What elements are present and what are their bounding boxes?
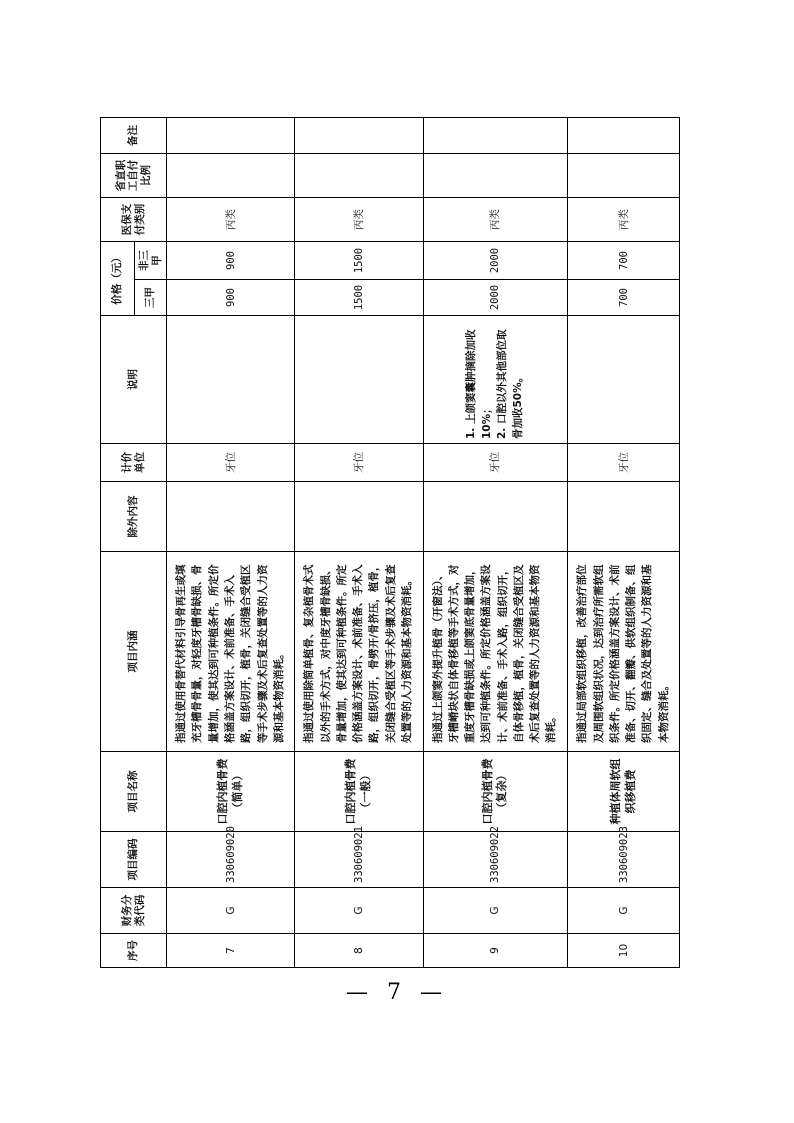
cell-price-tier-b: 700 xyxy=(568,242,680,280)
cell-exclusions xyxy=(167,482,295,552)
cell-item-name: 口腔内植骨费（简单） xyxy=(167,752,295,832)
header-finance-code: 财务分类代码 xyxy=(101,888,167,934)
cell-price-tier-b: 900 xyxy=(167,242,295,280)
cell-item-name: 种植体周软组织移植费 xyxy=(568,752,680,832)
cell-insurance-class: 丙类 xyxy=(295,198,423,242)
cell-item-code: 330609022 xyxy=(423,832,568,888)
cell-unit: 牙位 xyxy=(295,444,423,482)
cell-staff-ratio xyxy=(295,154,423,198)
description-note-line: 1. 上颌窦囊肿摘除加收10%； xyxy=(464,329,493,439)
cell-remarks xyxy=(167,118,295,154)
cell-description xyxy=(167,316,295,444)
table-row xyxy=(568,118,680,968)
cell-item-content: 指通过使用除简单植骨、复杂植骨术式以外的手术方式，对中度牙槽骨缺损、骨量增加，使其达到可种植条件。所定价格涵盖方案设计、术前准备、手术入路，组织切开，骨劈开/骨挤压，植骨，关闭缝合受植区等手术步骤及术后复查处置等的人力资源和基本物资消耗。 xyxy=(295,552,423,752)
price-table-container xyxy=(100,118,680,968)
cell-insurance-class: 丙类 xyxy=(167,198,295,242)
cell-finance-code: G xyxy=(167,888,295,934)
cell-seq: 8 xyxy=(295,934,423,968)
cell-price-tier-a: 1500 xyxy=(295,280,423,316)
header-insurance-class: 医保支付类别 xyxy=(101,198,167,242)
table-row xyxy=(423,118,568,968)
cell-seq: 9 xyxy=(423,934,568,968)
header-unit: 计价单位 xyxy=(101,444,167,482)
cell-staff-ratio xyxy=(568,154,680,198)
cell-price-tier-b: 2000 xyxy=(423,242,568,280)
cell-seq: 7 xyxy=(167,934,295,968)
cell-item-name: 口腔内植骨费（一般） xyxy=(295,752,423,832)
header-item-name: 项目名称 xyxy=(101,752,167,832)
cell-description xyxy=(568,316,680,444)
header-remarks: 备注 xyxy=(101,118,167,154)
cell-item-code: 330609021 xyxy=(295,832,423,888)
cell-unit: 牙位 xyxy=(423,444,568,482)
header-description: 说明 xyxy=(101,316,167,444)
cell-item-content: 指通过上颌窦外提升植骨（开窗法）、牙槽嵴块状自体骨移植等手术方式，对重度牙槽骨缺损或上颌窦底骨量增加，达到可种植条件。所定价格涵盖方案设计、术前准备、手术入路，组织切开，自体骨移植，植骨，关闭缝合受植区及术后复查处置等的人力资源和基本物资消耗。 xyxy=(423,552,568,752)
cell-description xyxy=(423,316,568,444)
cell-remarks xyxy=(423,118,568,154)
rotated-table-wrapper xyxy=(100,118,680,968)
header-seq: 序号 xyxy=(101,934,167,968)
header-staff-ratio: 省直职工自付比例 xyxy=(101,154,167,198)
cell-seq: 10 xyxy=(568,934,680,968)
cell-finance-code: G xyxy=(568,888,680,934)
cell-price-tier-a: 900 xyxy=(167,280,295,316)
cell-unit: 牙位 xyxy=(568,444,680,482)
cell-exclusions xyxy=(423,482,568,552)
cell-exclusions xyxy=(568,482,680,552)
cell-description xyxy=(295,316,423,444)
cell-exclusions xyxy=(295,482,423,552)
description-note-line: 2. 口腔以外其他部位取骨加收50%。 xyxy=(496,329,525,439)
cell-price-tier-a: 2000 xyxy=(423,280,568,316)
medical-service-price-table xyxy=(100,117,680,968)
cell-item-code: 330609020 xyxy=(167,832,295,888)
cell-finance-code: G xyxy=(295,888,423,934)
page-number: — 7 — xyxy=(346,980,448,1005)
header-item-content: 项目内涵 xyxy=(101,552,167,752)
header-exclusions: 除外内容 xyxy=(101,482,167,552)
cell-item-code: 330609023 xyxy=(568,832,680,888)
cell-remarks xyxy=(568,118,680,154)
header-price-tier-a: 三甲 xyxy=(135,280,167,316)
header-row xyxy=(101,118,135,968)
cell-remarks xyxy=(295,118,423,154)
cell-finance-code: G xyxy=(423,888,568,934)
header-price-tier-b: 非三甲 xyxy=(135,242,167,280)
cell-item-content: 指通过局部软组织移植，改善治疗部位及周围软组织状况，达到治疗所需软组织条件。所定价格涵盖方案设计、术前准备、切开、翻瓣、供软组织制备、组织固定、缝合及处置等的人力资源和基本物资消耗。 xyxy=(568,552,680,752)
header-price-group: 价格（元） xyxy=(101,242,135,316)
cell-insurance-class: 丙类 xyxy=(423,198,568,242)
cell-item-content: 指通过使用骨替代材料引导骨再生或填充牙槽骨骨量，对轻度牙槽骨缺损、骨量增加，使其达到可种植条件。所定价格涵盖方案设计、术前准备、手术入路，组织切开，植骨，关闭缝合受植区等手术步骤及术后复查处置等的人力资源和基本物资消耗。 xyxy=(167,552,295,752)
cell-insurance-class: 丙类 xyxy=(568,198,680,242)
cell-item-name: 口腔内植骨费（复杂） xyxy=(423,752,568,832)
cell-staff-ratio xyxy=(423,154,568,198)
table-row xyxy=(167,118,295,968)
header-item-code: 项目编码 xyxy=(101,832,167,888)
table-row xyxy=(295,118,423,968)
cell-staff-ratio xyxy=(167,154,295,198)
cell-price-tier-a: 700 xyxy=(568,280,680,316)
cell-unit: 牙位 xyxy=(167,444,295,482)
cell-price-tier-b: 1500 xyxy=(295,242,423,280)
